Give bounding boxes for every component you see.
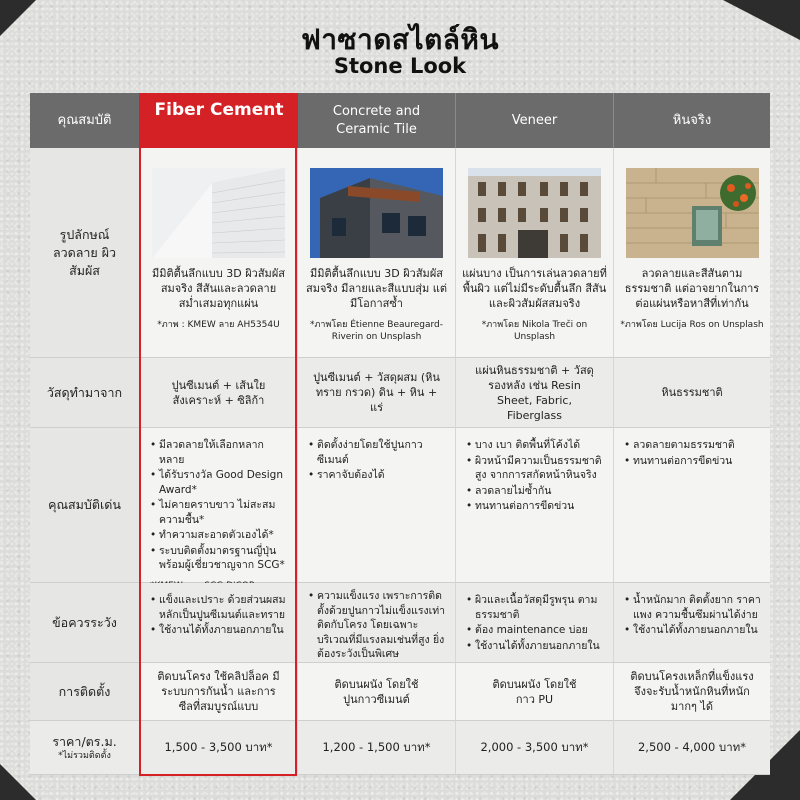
list-item: • น้ำหนักมาก ติดตั้งยาก ราคาแพง ความชื้นซึมผ่านได้ง่าย [624, 593, 762, 622]
fiber-features [140, 428, 298, 583]
fiber-appearance-desc: มีมิติตื้นลึกแบบ 3D ผิวสัมผัสสมจริง สีสันและลวดลายสม่ำเสมอทุกแผ่น [152, 267, 285, 310]
veneer-features-list [456, 428, 613, 514]
fiber-cement-wall-image [152, 168, 285, 258]
list-item: • ใช้งานได้ทั้งภายนอกภายใน [150, 623, 289, 638]
row-label-features: คุณสมบัติเด่น [30, 428, 140, 583]
list-item: • ราคาจับต้องได้ [308, 468, 447, 483]
fiber-features-list [140, 428, 297, 573]
page-title: ฟาซาดสไตล์หิน [300, 23, 500, 56]
stone-wall-image [626, 168, 759, 258]
concrete-building-image [310, 168, 443, 258]
list-item: • มีลวดลายให้เลือกหลากหลาย [150, 438, 289, 467]
stone-features [614, 428, 770, 583]
header-property: คุณสมบัติ [30, 93, 140, 148]
fiber-material: ปูนซีเมนต์ + เส้นใยสังเคราะห์ + ซิลิก้า [140, 358, 298, 428]
stone-caution-list [614, 583, 770, 638]
list-item: • ความแข็งแรง เพราะการติดตั้งด้วยปูนกาวไม่แข็งแรงเท่าติดกับโครง โดยเฉพาะบริเวณที่มีแรงลมเช่นที่สูง ยิ่งต้องระวังเป็นพิเศษ [308, 589, 447, 662]
fiber-install: ติดบนโครง ใช้คลิปล็อค มีระบบการกันน้ำ และการซีลที่สมบูรณ์แบบ [140, 663, 298, 721]
veneer-caution [456, 583, 614, 663]
list-item: • ลวดลายตามธรรมชาติ [624, 438, 762, 453]
veneer-image-credit: *ภาพโดย Nikola Treči on Unsplash [481, 320, 588, 342]
comparison-table [30, 93, 770, 775]
list-item: • ใช้งานได้ทั้งภายนอกภายใน [624, 623, 762, 638]
list-item: • ต้อง maintenance บ่อย [466, 623, 605, 638]
list-item: • ติดตั้งง่ายโดยใช้ปูนกาวซีเมนต์ [308, 438, 447, 467]
veneer-features [456, 428, 614, 583]
page-subtitle: Stone Look [333, 54, 467, 78]
stone-price: 2,500 - 4,000 บาท* [614, 721, 770, 775]
row-label-material: วัสดุทำมาจาก [30, 358, 140, 428]
list-item: • ลวดลายไม่ซ้ำกัน [466, 484, 605, 499]
stone-features-list [614, 428, 770, 468]
price-label: ราคา/ตร.ม. [52, 734, 117, 749]
veneer-appearance-desc: แผ่นบาง เป็นการเล่นลวดลายที่พื้นผิว แต่ไม่มีระดับตื้นลึก สีสันและผิวสัมผัสสมจริง [462, 267, 607, 310]
fiber-appearance [140, 148, 298, 358]
stone-install: ติดบนโครงเหล็กที่แข็งแรง จึงจะรับน้ำหนักหินที่หนักมากๆ ได้ [614, 663, 770, 721]
veneer-building-image [468, 168, 601, 258]
row-label-install: การติดตั้ง [30, 663, 140, 721]
list-item: • บาง เบา ติดพื้นที่โค้งได้ [466, 438, 605, 453]
header-fiber-cement: Fiber Cement [140, 93, 298, 148]
list-item: • ระบบติดตั้งมาตรฐานญี่ปุ่น พร้อมผู้เชี่ยวชาญจาก SCG* [150, 544, 289, 573]
veneer-install: ติดบนผนัง โดยใช้กาว PU [456, 663, 614, 721]
stone-appearance [614, 148, 770, 358]
concrete-appearance-desc: มีมิติตื้นลึกแบบ 3D ผิวสัมผัสสมจริง มีลายและสีแบบสุ่ม แต่มีโอกาสซ้ำ [305, 267, 447, 310]
stone-caution [614, 583, 770, 663]
concrete-caution-list [298, 583, 455, 662]
stone-material: หินธรรมชาติ [614, 358, 770, 428]
list-item: • ไม่คายคราบขาว ไม่สะสมความชื้น* [150, 498, 289, 527]
row-label-caution: ข้อควรระวัง [30, 583, 140, 663]
list-item: • ได้รับรางวัล Good Design Award* [150, 468, 289, 497]
veneer-material: แผ่นหินธรรมชาติ + วัสดุรองหลัง เช่น Resin Sheet, Fabric, Fiberglass [456, 358, 614, 428]
concrete-image-credit: *ภาพโดย Étienne Beauregard-Riverin on Unsplash [310, 320, 443, 342]
list-item: • ทนทานต่อการขีดข่วน [466, 499, 605, 514]
concrete-price: 1,200 - 1,500 บาท* [298, 721, 456, 775]
header-real-stone: หินจริง [614, 93, 770, 148]
fiber-caution-list [140, 583, 297, 638]
price-label-note: *ไม่รวมติดตั้ง [58, 751, 111, 761]
concrete-install: ติดบนผนัง โดยใช้ปูนกาวซีเมนต์ [298, 663, 456, 721]
row-label-appearance: รูปลักษณ์ ลวดลาย ผิวสัมผัส [30, 148, 140, 358]
concrete-features-list [298, 428, 455, 483]
veneer-appearance [456, 148, 614, 358]
list-item: • ผิวและเนื้อวัสดุมีรูพรุน ตามธรรมชาติ [466, 593, 605, 622]
concrete-material: ปูนซีเมนต์ + วัสดุผสม (หิน ทราย กรวด) ดิน + หิน + แร่ [298, 358, 456, 428]
row-label-price [30, 721, 140, 775]
stone-appearance-desc: ลวดลายและสีสันตามธรรมชาติ แต่อาจยากในการต่อแผ่นหรือหาสีที่เท่ากัน [624, 267, 760, 310]
list-item: • แข็งและเปราะ ด้วยส่วนผสมหลักเป็นปูนซีเมนต์และทราย [150, 593, 289, 622]
fiber-caution [140, 583, 298, 663]
list-item: • ผิวหน้ามีความเป็นธรรมชาติสูง จากการสกัดหน้าหินจริง [466, 454, 605, 483]
list-item: • ทนทานต่อการขีดข่วน [624, 454, 762, 469]
veneer-price: 2,000 - 3,500 บาท* [456, 721, 614, 775]
concrete-caution [298, 583, 456, 663]
fiber-image-credit: *ภาพ : KMEW ลาย AH5354U [157, 320, 280, 330]
fiber-price: 1,500 - 3,500 บาท* [140, 721, 298, 775]
stone-image-credit: *ภาพโดย Lucija Ros on Unsplash [620, 320, 764, 330]
veneer-caution-list [456, 583, 613, 653]
header-veneer: Veneer [456, 93, 614, 148]
list-item: • ทำความสะอาดตัวเองได้* [150, 528, 289, 543]
list-item: • ใช้งานได้ทั้งภายนอกภายใน [466, 639, 605, 654]
concrete-appearance [298, 148, 456, 358]
header-concrete: Concrete and Ceramic Tile [298, 93, 456, 148]
concrete-features [298, 428, 456, 583]
